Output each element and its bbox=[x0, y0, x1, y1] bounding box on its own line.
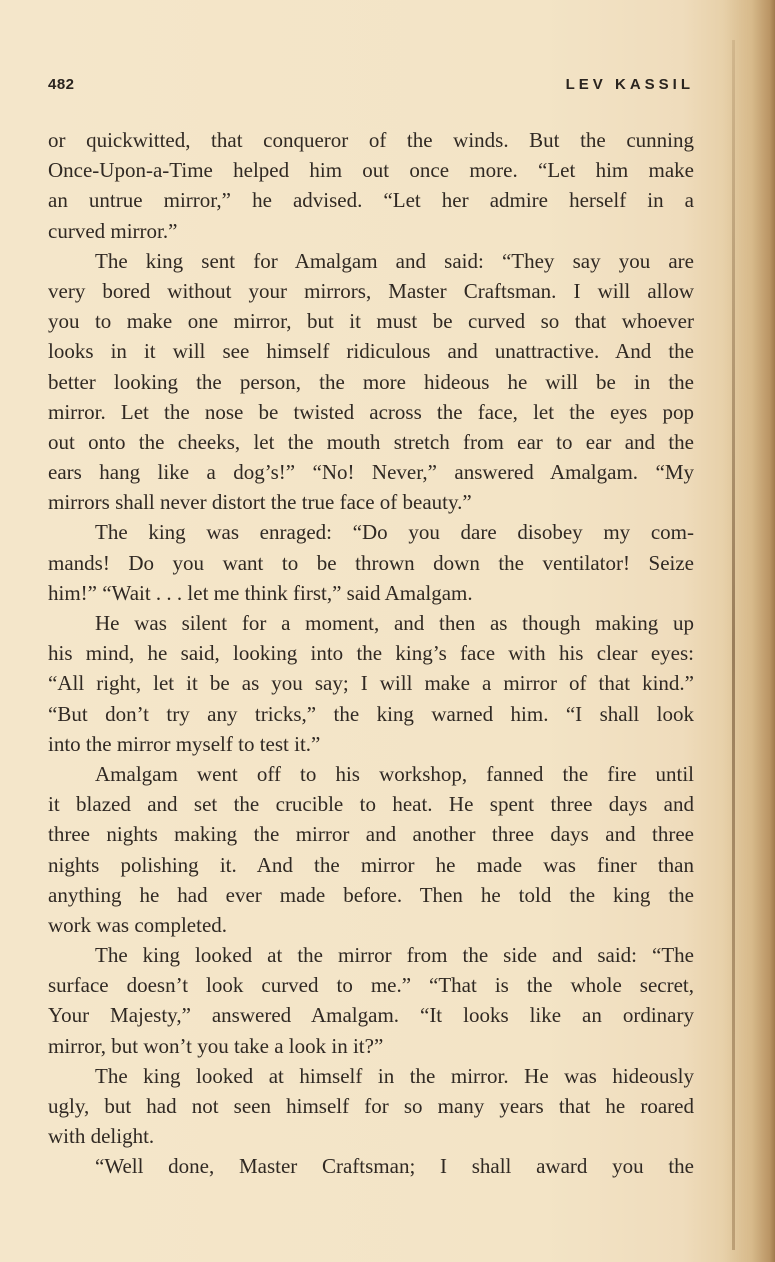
spine-shadow bbox=[723, 0, 775, 1262]
text-line: him!” “Wait . . . let me think first,” said Amalgam. bbox=[48, 580, 473, 605]
text-line: or quickwitted, that conqueror of the winds. But the cunning bbox=[48, 128, 694, 152]
text-line: mands! Do you want to be thrown down the ventilator! Seize bbox=[48, 550, 694, 575]
text-line: Once-Upon-a-Time helped him out once more. “Let him make bbox=[48, 158, 694, 183]
text-line: “But don’t try any tricks,” the king warned him. “I shall look bbox=[48, 701, 694, 726]
paragraph-first-line: He was silent for a moment, and then as though making up bbox=[95, 611, 694, 635]
paragraph-first-line: Amalgam went off to his workshop, fanned the fire until bbox=[95, 761, 694, 786]
text-line: better looking the person, the more hideous he will be in the bbox=[48, 369, 694, 394]
text-line: with delight. bbox=[48, 1124, 155, 1149]
text-line: ears hang like a dog’s!” “No! Never,” answered Amalgam. “My bbox=[48, 460, 694, 485]
body-text bbox=[48, 125, 694, 1182]
text-line: Your Majesty,” answered Amalgam. “It looks like an ordinary bbox=[48, 1003, 694, 1028]
text-line: it blazed and set the crucible to heat. He spent three days and bbox=[48, 792, 694, 817]
text-line: curved mirror.” bbox=[48, 218, 178, 243]
paragraph-first-line: The king was enraged: “Do you dare disobey my com- bbox=[95, 520, 694, 545]
text-line: “All right, let it be as you say; I will make a mirror of that kind.” bbox=[48, 671, 694, 696]
text-line: very bored without your mirrors, Master Craftsman. I will allow bbox=[48, 278, 694, 303]
page-number: 482 bbox=[48, 76, 75, 93]
text-line: you to make one mirror, but it must be curved so that whoever bbox=[48, 309, 694, 334]
paragraph-first-line: The king sent for Amalgam and said: “They say you are bbox=[95, 248, 694, 273]
text-line: ugly, but had not seen himself for so many years that he roared bbox=[48, 1094, 694, 1118]
text-line: mirrors shall never distort the true face of beauty.” bbox=[48, 490, 472, 515]
paragraph-first-line: The king looked at himself in the mirror. He was hideously bbox=[95, 1063, 694, 1088]
text-line: an untrue mirror,” he advised. “Let her admire herself in a bbox=[48, 188, 694, 213]
text-line: three nights making the mirror and another three days and three bbox=[48, 822, 694, 847]
text-line: his mind, he said, looking into the king’s face with his clear eyes: bbox=[48, 641, 694, 666]
text-line: nights polishing it. And the mirror he made was finer than bbox=[48, 852, 694, 877]
text-line: looks in it will see himself ridiculous and unattractive. And the bbox=[48, 339, 694, 364]
text-line: mirror. Let the nose be twisted across the face, let the eyes pop bbox=[48, 399, 694, 424]
text-line: into the mirror myself to test it.” bbox=[48, 731, 321, 756]
paragraph-first-line: The king looked at the mirror from the side and said: “The bbox=[95, 943, 694, 968]
text-line: surface doesn’t look curved to me.” “That is the whole secret, bbox=[48, 973, 694, 998]
running-head bbox=[48, 76, 694, 100]
text-line: anything he had ever made before. Then he told the king the bbox=[48, 882, 694, 907]
text-line: out onto the cheeks, let the mouth stretch from ear to ear and the bbox=[48, 429, 694, 454]
text-line: mirror, but won’t you take a look in it?” bbox=[48, 1033, 384, 1058]
text-line: work was completed. bbox=[48, 912, 228, 937]
paragraph-first-line: “Well done, Master Craftsman; I shall award you the bbox=[95, 1154, 694, 1179]
spine-edge bbox=[732, 40, 735, 1250]
running-head-author: LEV KASSIL bbox=[565, 76, 694, 93]
